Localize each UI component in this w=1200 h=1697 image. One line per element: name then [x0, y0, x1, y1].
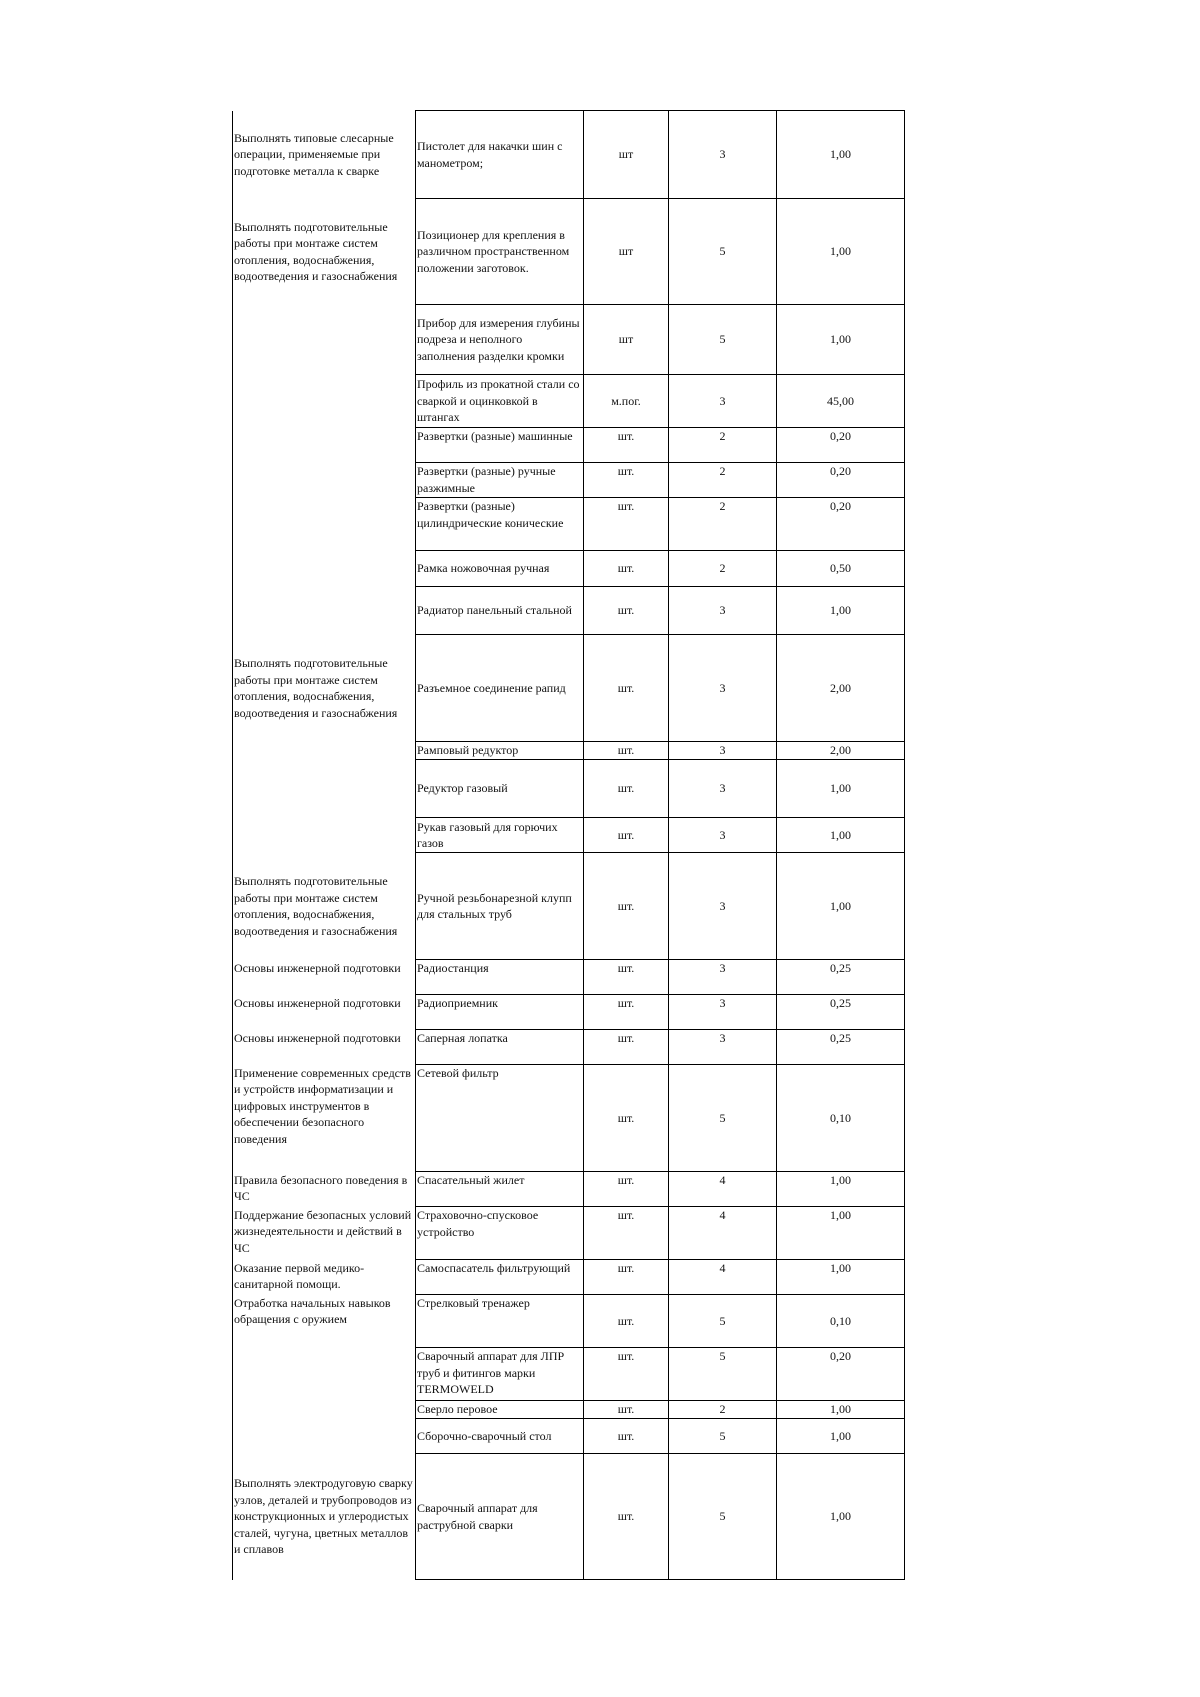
- activity-cell: [233, 1419, 416, 1454]
- table-row: [233, 742, 905, 760]
- table-row: [233, 1207, 905, 1260]
- norm-cell: 0,20: [777, 1348, 905, 1401]
- quantity-cell: 3: [669, 853, 777, 960]
- item-cell: Развертки (разные) цилиндрические конические: [416, 498, 584, 551]
- activity-cell: Выполнять типовые слесарные операции, применяемые при подготовке металла к сварке: [233, 111, 416, 199]
- unit-cell: шт.: [584, 742, 669, 760]
- table-row: [233, 199, 905, 305]
- table-row: [233, 1454, 905, 1580]
- item-cell: Сетевой фильтр: [416, 1065, 584, 1172]
- table-row: [233, 1172, 905, 1207]
- quantity-cell: 5: [669, 1065, 777, 1172]
- norm-cell: 1,00: [777, 760, 905, 818]
- quantity-cell: 2: [669, 428, 777, 463]
- item-cell: Разъемное соединение рапид: [416, 635, 584, 742]
- table-row: [233, 463, 905, 498]
- table-row: [233, 111, 905, 199]
- table-row: [233, 498, 905, 551]
- norm-cell: 1,00: [777, 1260, 905, 1295]
- unit-cell: шт.: [584, 551, 669, 587]
- table-row: [233, 428, 905, 463]
- activity-cell: Применение современных средств и устройств информатизации и цифровых инструментов в обеспечении безопасного поведения: [233, 1065, 416, 1172]
- item-cell: Прибор для измерения глубины подреза и неполного заполнения разделки кромки: [416, 305, 584, 375]
- norm-cell: 0,20: [777, 463, 905, 498]
- table-row: [233, 551, 905, 587]
- norm-cell: 1,00: [777, 111, 905, 199]
- activity-cell: [233, 587, 416, 635]
- unit-cell: шт.: [584, 760, 669, 818]
- table-row: [233, 1065, 905, 1172]
- quantity-cell: 4: [669, 1172, 777, 1207]
- norm-cell: 1,00: [777, 587, 905, 635]
- quantity-cell: 5: [669, 199, 777, 305]
- table-row: [233, 1295, 905, 1348]
- table-row: [233, 305, 905, 375]
- unit-cell: шт.: [584, 1401, 669, 1419]
- activity-cell: Основы инженерной подготовки: [233, 960, 416, 995]
- unit-cell: шт.: [584, 1030, 669, 1065]
- activity-cell: [233, 1348, 416, 1401]
- item-cell: Редуктор газовый: [416, 760, 584, 818]
- item-cell: Стрелковый тренажер: [416, 1295, 584, 1348]
- table-row: [233, 853, 905, 960]
- norm-cell: 0,25: [777, 1030, 905, 1065]
- table-row: [233, 375, 905, 428]
- activity-cell: Выполнять подготовительные работы при монтаже систем отопления, водоснабжения, водоотведения и газоснабжения: [233, 853, 416, 960]
- activity-cell: Отработка начальных навыков обращения с оружием: [233, 1295, 416, 1348]
- item-cell: Развертки (разные) машинные: [416, 428, 584, 463]
- quantity-cell: 2: [669, 1401, 777, 1419]
- norm-cell: 0,25: [777, 995, 905, 1030]
- unit-cell: шт.: [584, 818, 669, 853]
- item-cell: Сборочно-сварочный стол: [416, 1419, 584, 1454]
- norm-cell: 2,00: [777, 635, 905, 742]
- activity-cell: Правила безопасного поведения в ЧС: [233, 1172, 416, 1207]
- activity-cell: [233, 742, 416, 760]
- item-cell: Сварочный аппарат для раструбной сварки: [416, 1454, 584, 1580]
- item-cell: Рукав газовый для горючих газов: [416, 818, 584, 853]
- unit-cell: шт.: [584, 587, 669, 635]
- unit-cell: шт.: [584, 1065, 669, 1172]
- unit-cell: шт.: [584, 1172, 669, 1207]
- quantity-cell: 3: [669, 1030, 777, 1065]
- unit-cell: шт.: [584, 635, 669, 742]
- equipment-table: [232, 110, 905, 1580]
- quantity-cell: 5: [669, 1454, 777, 1580]
- unit-cell: шт: [584, 199, 669, 305]
- unit-cell: шт.: [584, 1207, 669, 1260]
- activity-cell: [233, 375, 416, 428]
- norm-cell: 1,00: [777, 1419, 905, 1454]
- unit-cell: шт.: [584, 463, 669, 498]
- table-row: [233, 1401, 905, 1419]
- unit-cell: шт.: [584, 1454, 669, 1580]
- quantity-cell: 3: [669, 635, 777, 742]
- unit-cell: шт.: [584, 960, 669, 995]
- item-cell: Саперная лопатка: [416, 1030, 584, 1065]
- item-cell: Страховочно-спусковое устройство: [416, 1207, 584, 1260]
- quantity-cell: 2: [669, 498, 777, 551]
- table-row: [233, 587, 905, 635]
- activity-cell: [233, 1401, 416, 1419]
- quantity-cell: 2: [669, 463, 777, 498]
- quantity-cell: 3: [669, 587, 777, 635]
- norm-cell: 1,00: [777, 818, 905, 853]
- table-row: [233, 635, 905, 742]
- quantity-cell: 3: [669, 818, 777, 853]
- norm-cell: 0,20: [777, 428, 905, 463]
- norm-cell: 45,00: [777, 375, 905, 428]
- quantity-cell: 5: [669, 1419, 777, 1454]
- norm-cell: 1,00: [777, 1207, 905, 1260]
- table-row: [233, 1260, 905, 1295]
- norm-cell: 0,10: [777, 1295, 905, 1348]
- item-cell: Самоспасатель фильтрующий: [416, 1260, 584, 1295]
- table-row: [233, 818, 905, 853]
- unit-cell: шт: [584, 305, 669, 375]
- activity-cell: Выполнять подготовительные работы при монтаже систем отопления, водоснабжения, водоотведения и газоснабжения: [233, 635, 416, 742]
- table-row: [233, 960, 905, 995]
- unit-cell: шт.: [584, 853, 669, 960]
- item-cell: Спасательный жилет: [416, 1172, 584, 1207]
- table-row: [233, 760, 905, 818]
- unit-cell: шт.: [584, 995, 669, 1030]
- table-row: [233, 1030, 905, 1065]
- norm-cell: 1,00: [777, 199, 905, 305]
- quantity-cell: 3: [669, 111, 777, 199]
- activity-cell: Выполнять электродуговую сварку узлов, деталей и трубопроводов из конструкционных и углеродистых сталей, чугуна, цветных металлов и сплавов: [233, 1454, 416, 1580]
- quantity-cell: 4: [669, 1260, 777, 1295]
- activity-cell: Основы инженерной подготовки: [233, 1030, 416, 1065]
- activity-cell: Основы инженерной подготовки: [233, 995, 416, 1030]
- quantity-cell: 4: [669, 1207, 777, 1260]
- activity-cell: Оказание первой медико-санитарной помощи.: [233, 1260, 416, 1295]
- quantity-cell: 3: [669, 375, 777, 428]
- activity-cell: [233, 305, 416, 375]
- activity-cell: [233, 463, 416, 498]
- item-cell: Развертки (разные) ручные разжимные: [416, 463, 584, 498]
- equipment-table-body: [233, 111, 905, 1580]
- unit-cell: шт.: [584, 1348, 669, 1401]
- item-cell: Ручной резьбонарезной клупп для стальных труб: [416, 853, 584, 960]
- unit-cell: шт: [584, 111, 669, 199]
- unit-cell: шт.: [584, 1419, 669, 1454]
- quantity-cell: 3: [669, 995, 777, 1030]
- activity-cell: Поддержание безопасных условий жизнедеятельности и действий в ЧС: [233, 1207, 416, 1260]
- item-cell: Рамка ножовочная ручная: [416, 551, 584, 587]
- quantity-cell: 3: [669, 742, 777, 760]
- item-cell: Позиционер для крепления в различном пространственном положении заготовок.: [416, 199, 584, 305]
- unit-cell: шт.: [584, 428, 669, 463]
- norm-cell: 1,00: [777, 1454, 905, 1580]
- activity-cell: [233, 498, 416, 551]
- activity-cell: [233, 551, 416, 587]
- norm-cell: 0,25: [777, 960, 905, 995]
- activity-cell: [233, 818, 416, 853]
- norm-cell: 0,20: [777, 498, 905, 551]
- norm-cell: 2,00: [777, 742, 905, 760]
- item-cell: Пистолет для накачки шин с манометром;: [416, 111, 584, 199]
- table-row: [233, 1419, 905, 1454]
- norm-cell: 0,10: [777, 1065, 905, 1172]
- table-row: [233, 995, 905, 1030]
- unit-cell: шт.: [584, 1295, 669, 1348]
- norm-cell: 0,50: [777, 551, 905, 587]
- norm-cell: 1,00: [777, 853, 905, 960]
- item-cell: Радиатор панельный стальной: [416, 587, 584, 635]
- unit-cell: шт.: [584, 498, 669, 551]
- activity-cell: [233, 760, 416, 818]
- quantity-cell: 3: [669, 960, 777, 995]
- activity-cell: Выполнять подготовительные работы при монтаже систем отопления, водоснабжения, водоотведения и газоснабжения: [233, 199, 416, 305]
- quantity-cell: 5: [669, 1348, 777, 1401]
- table-row: [233, 1348, 905, 1401]
- item-cell: Сварочный аппарат для ЛПР труб и фитингов марки TERMOWELD: [416, 1348, 584, 1401]
- item-cell: Профиль из прокатной стали со сваркой и оцинковкой в штангах: [416, 375, 584, 428]
- quantity-cell: 2: [669, 551, 777, 587]
- norm-cell: 1,00: [777, 1172, 905, 1207]
- item-cell: Радиостанция: [416, 960, 584, 995]
- unit-cell: м.пог.: [584, 375, 669, 428]
- quantity-cell: 5: [669, 305, 777, 375]
- quantity-cell: 5: [669, 1295, 777, 1348]
- item-cell: Сверло перовое: [416, 1401, 584, 1419]
- norm-cell: 1,00: [777, 305, 905, 375]
- item-cell: Рамповый редуктор: [416, 742, 584, 760]
- quantity-cell: 3: [669, 760, 777, 818]
- unit-cell: шт.: [584, 1260, 669, 1295]
- activity-cell: [233, 428, 416, 463]
- item-cell: Радиоприемник: [416, 995, 584, 1030]
- norm-cell: 1,00: [777, 1401, 905, 1419]
